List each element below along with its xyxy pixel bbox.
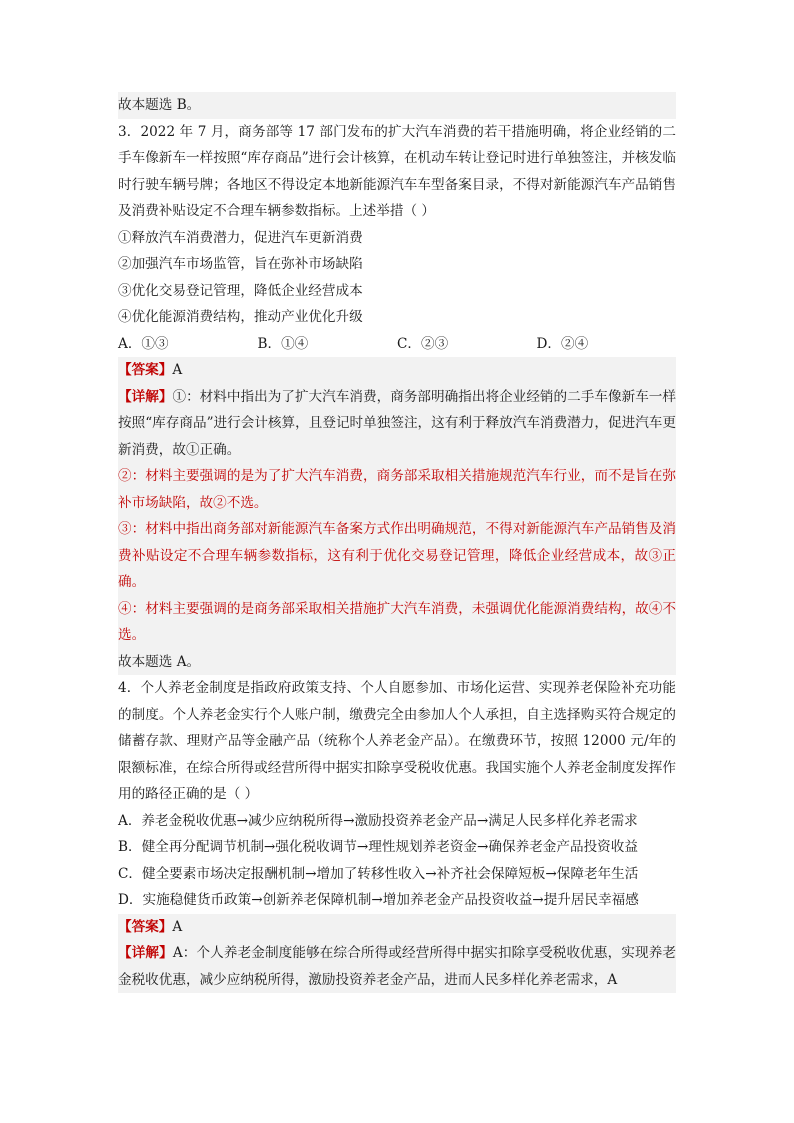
q3-options [118, 331, 676, 358]
q3-detail-1 [118, 384, 676, 464]
q3-answer-tag: 【答案】 [118, 362, 173, 378]
q4-option-d: D．实施稳健货币政策→创新养老保障机制→增加养老金产品投资收益→提升居民幸福感 [118, 892, 639, 908]
q4-solution [118, 914, 676, 994]
q4-detail-tag: 【详解】 [118, 945, 173, 961]
q4-stem: 4．个人养老金制度是指政府政策支持、个人自愿参加、市场化运营、实现养老保险补充功能的制度。个人养老金实行个人账户制，缴费完全由参加人个人承担，自主选择购买符合规定的储蓄存款、理财产品等金融产品（统称个人养老金产品）。在缴费环节，按照 12000 元/年的限额标准，在综合所得或经营所得中据实扣除享受税收优惠。我国实施个人养老金制度发挥作用的路径正确的是（ ） [118, 680, 676, 802]
q4-option-a: A．养老金税收优惠→减少应纳税所得→激励投资养老金产品→满足人民多样化养老需求 [118, 812, 638, 829]
q3-option-a: A．①③ [118, 335, 169, 352]
q3-item-4: ④优化能源消费结构，推动产业优化升级 [118, 309, 363, 325]
q4-answer-value: A [172, 918, 183, 935]
q3-option-d: D．②④ [536, 335, 589, 352]
q3-item-1: ①释放汽车消费潜力，促进汽车更新消费 [118, 229, 363, 246]
q3-conclusion: 故本题选 A。 [118, 653, 201, 670]
q3-answer-value: A [172, 362, 183, 378]
q3-detail-1-text: ①：材料中指出为了扩大汽车消费，商务部明确指出将企业经销的二手车像新车一样按照“库存商品”进行会计核算，且登记时单独签注，这有利于释放汽车消费潜力，促进汽车更新消费，故①正确。 [118, 388, 677, 458]
q4-answer-line [118, 914, 676, 941]
q4-option-b: B．健全再分配调节机制→强化税收调节→理性规划养老资金→确保养老金产品投资收益 [118, 839, 638, 855]
q3-stem: 3．2022 年 7 月，商务部等 17 部门发布的扩大汽车消费的若干措施明确，将企业经销的二手车像新车一样按照“库存商品”进行会计核算，在机动车转让登记时进行单独签注，并核发临时行驶车辆号牌；各地区不得设定本地新能源汽车车型备案目录，不得对新能源汽车产品销售及消费补贴设定不合理车辆参数指标。上述举措（ ） [118, 123, 676, 219]
q4-option-c: C．健全要素市场决定报酬机制→增加了转移性收入→补齐社会保障短板→保障老年生活 [118, 865, 639, 882]
q4-detail-text: A：个人养老金制度能够在综合所得或经营所得中据实扣除享受税收优惠，实现养老金税收优惠，减少应纳税所得，激励投资养老金产品，进而人民多样化养老需求，A [118, 945, 676, 988]
q3-option-b: B．①④ [257, 335, 309, 352]
q3-solution [118, 357, 676, 675]
document-body [118, 92, 676, 993]
q3-answer-line [118, 357, 676, 384]
q3-detail-tag: 【详解】 [118, 388, 173, 405]
q4-answer-tag: 【答案】 [118, 918, 173, 935]
q3-item-2: ②加强汽车市场监管，旨在弥补市场缺陷 [118, 256, 363, 272]
previous-answer-conclusion: 故本题选 B。 [118, 92, 676, 119]
q3-detail-4: ④：材料主要强调的是商务部采取相关措施扩大汽车消费，未强调优化能源消费结构，故④不选。 [118, 600, 676, 643]
q4-detail [118, 940, 676, 993]
q3-detail-3: ③：材料中指出商务部对新能源汽车备案方式作出明确规范，不得对新能源汽车产品销售及消费补贴设定不合理车辆参数指标，这有利于优化交易登记管理，降低企业经营成本，故③正确。 [118, 521, 676, 590]
q3-item-3: ③优化交易登记管理，降低企业经营成本 [118, 282, 363, 299]
q3-detail-2: ②：材料主要强调的是为了扩大汽车消费，商务部采取相关措施规范汽车行业，而不是旨在弥补市场缺陷，故②不选。 [118, 468, 676, 511]
q3-option-c: C．②③ [397, 335, 449, 352]
